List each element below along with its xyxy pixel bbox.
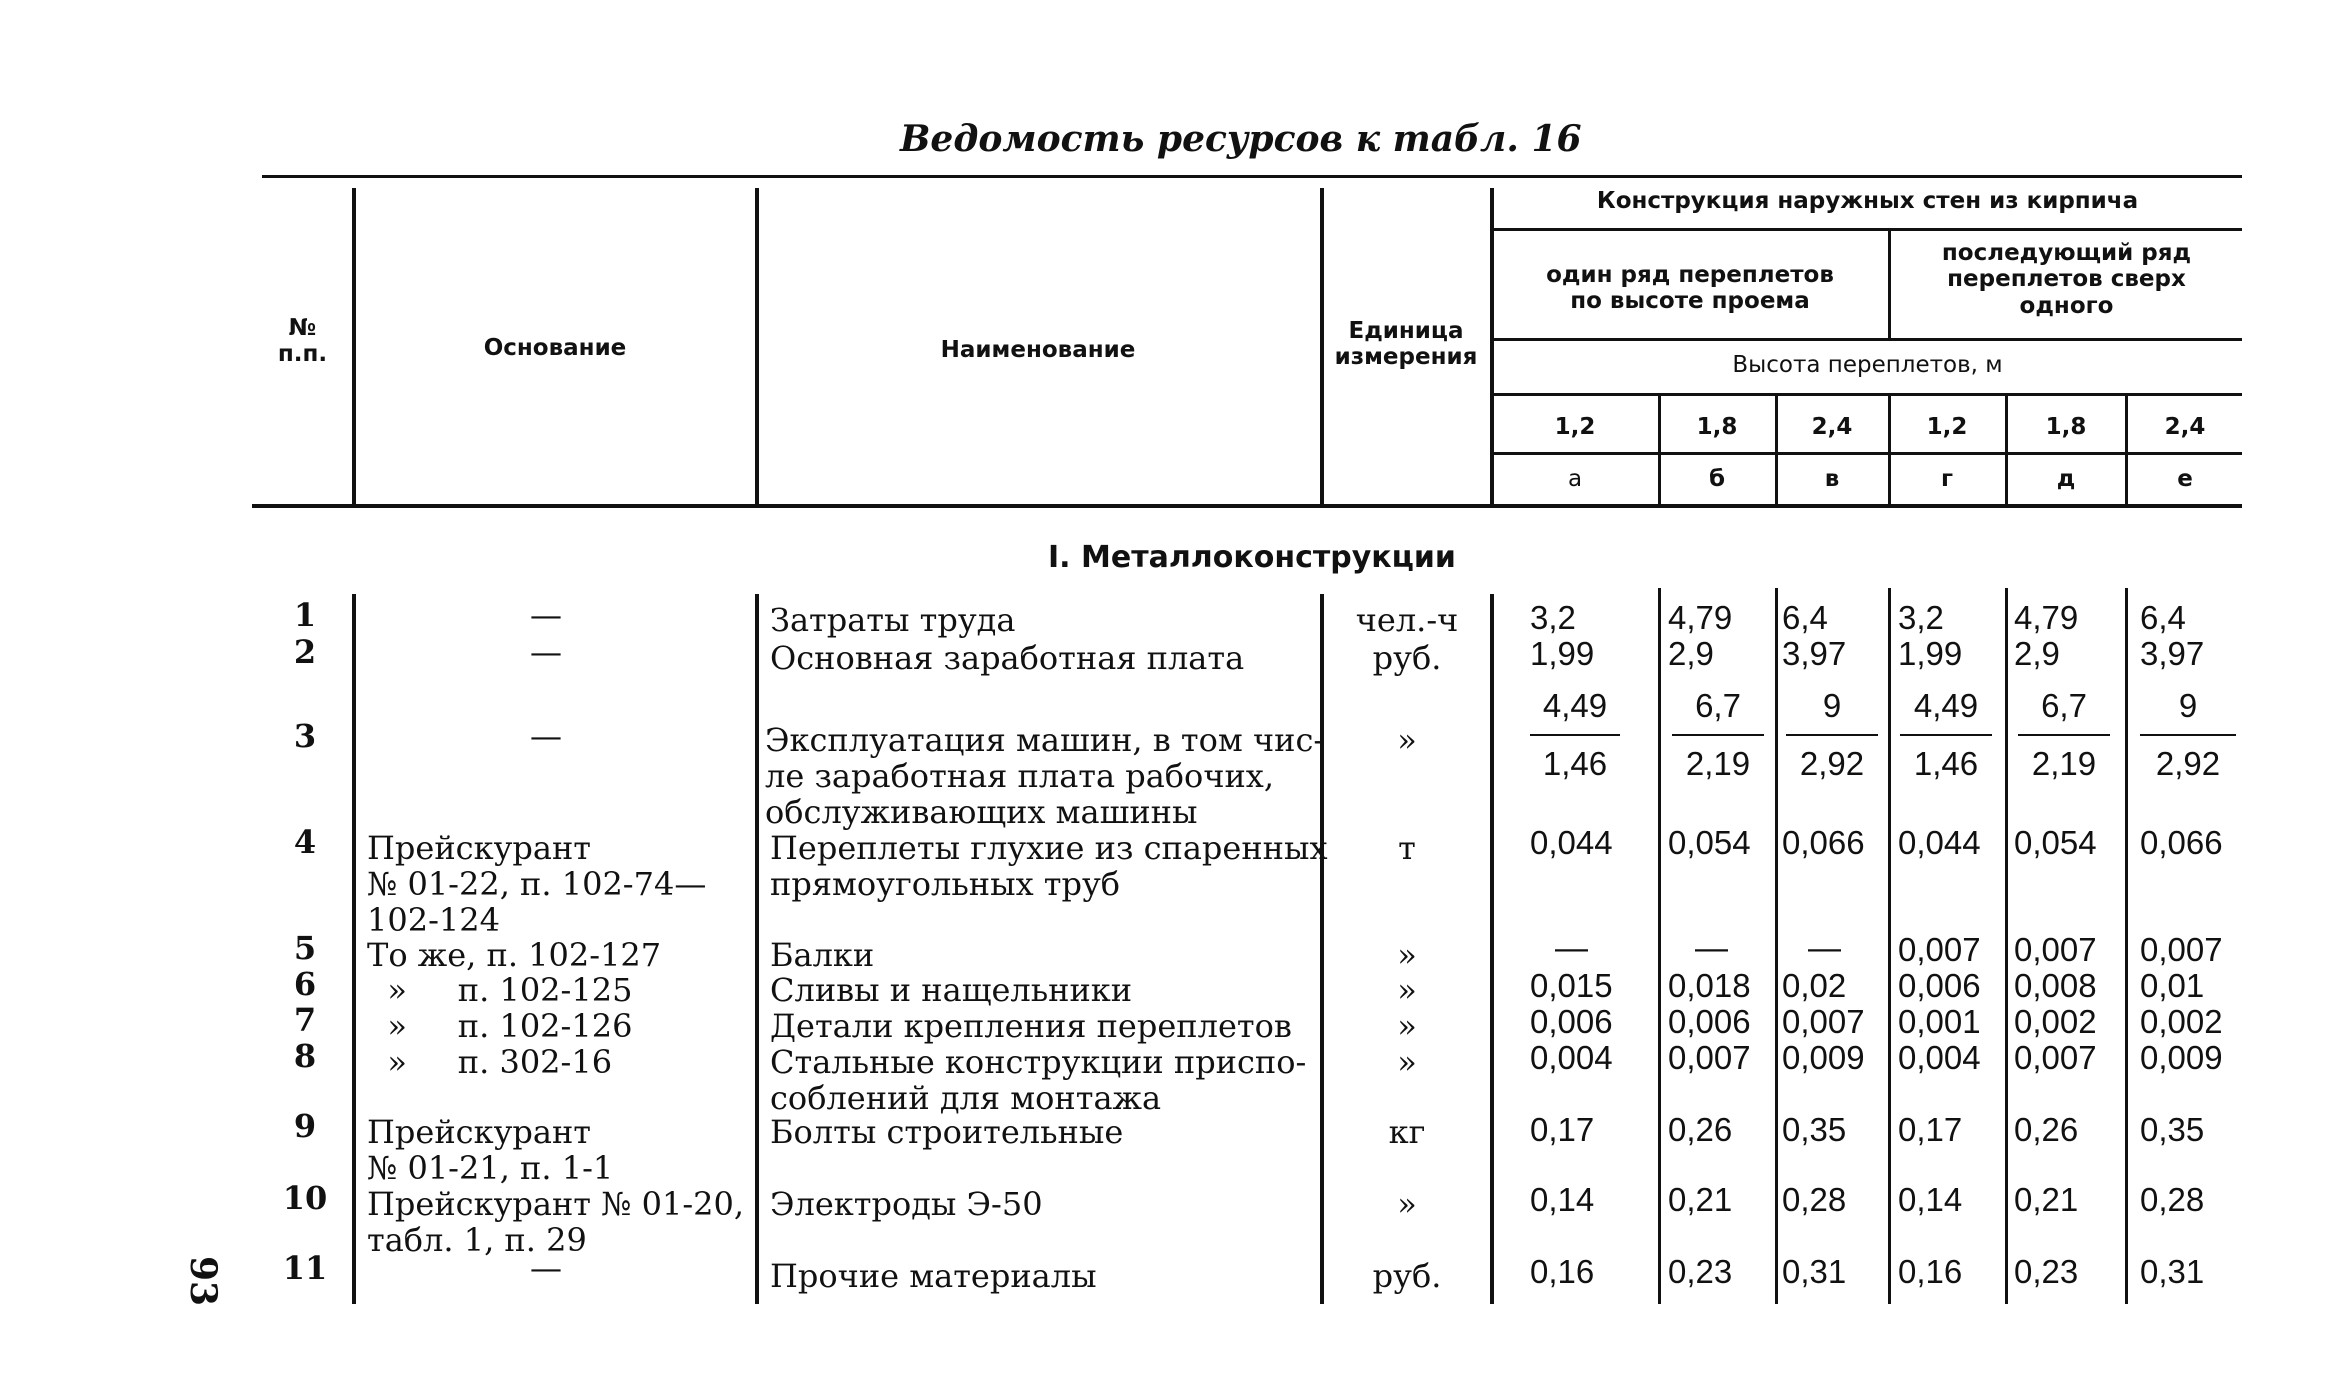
- row-value-c: 0,31: [1782, 1253, 1847, 1290]
- row-value-d: 0,044: [1898, 824, 1981, 861]
- fraction-denominator: 2,19: [1685, 745, 1751, 782]
- row-value-a: 0,16: [1530, 1253, 1595, 1290]
- fraction-denominator: 2,92: [2155, 745, 2221, 782]
- body-vline-8: [2005, 588, 2008, 1304]
- header-vline-4: [1490, 188, 1494, 506]
- header-unit: Единица измерения: [1334, 318, 1478, 371]
- header-vline-8: [1888, 396, 1891, 506]
- row-value-a: 0,14: [1530, 1181, 1595, 1218]
- header-height-c: 2,4: [1811, 414, 1853, 440]
- header-vline-2: [755, 188, 759, 506]
- row-value-a: 0,17: [1530, 1111, 1595, 1148]
- row-number: 7: [293, 1001, 317, 1039]
- row-basis: » п. 102-125: [367, 971, 633, 1009]
- row-basis: » п. 102-126: [367, 1007, 633, 1045]
- row-fraction-a: [1530, 688, 1620, 782]
- row-value-b: 0,26: [1668, 1111, 1733, 1148]
- row-value-d: 0,14: [1898, 1181, 1963, 1218]
- row-number: 9: [293, 1107, 317, 1145]
- row-name: Электроды Э-50: [770, 1185, 1043, 1223]
- row-value-c: 0,007: [1782, 1003, 1865, 1040]
- row-value-a: 0,015: [1530, 967, 1613, 1004]
- row-value-a: 1,99: [1530, 635, 1595, 672]
- fraction-numerator: 4,49: [1913, 687, 1979, 724]
- body-vline-9: [2125, 588, 2128, 1304]
- fraction-bar: [1786, 734, 1878, 736]
- row-unit: »: [1397, 1043, 1417, 1081]
- row-value-c: 6,4: [1782, 599, 1828, 636]
- fraction-denominator: 1,46: [1542, 745, 1608, 782]
- row-basis: То же, п. 102-127: [367, 936, 662, 974]
- row-value-a: —: [1555, 929, 1588, 966]
- row-value-e: 0,008: [2014, 967, 2097, 1004]
- row-value-d: 0,004: [1898, 1039, 1981, 1076]
- row-value-d: 0,007: [1898, 931, 1981, 968]
- page-number: 93: [182, 1255, 225, 1307]
- row-unit: »: [1397, 971, 1417, 1009]
- row-value-e: 0,23: [2014, 1253, 2079, 1290]
- row-value-c: —: [1808, 929, 1841, 966]
- header-height-e: 1,8: [2045, 414, 2087, 440]
- row-value-d: 0,001: [1898, 1003, 1981, 1040]
- row-basis: —: [530, 596, 562, 634]
- body-vline-5: [1658, 588, 1661, 1304]
- row-value-b: 0,006: [1668, 1003, 1751, 1040]
- letters-rule: [1490, 452, 2242, 455]
- row-number: 3: [293, 717, 317, 755]
- row-value-b: 4,79: [1668, 599, 1733, 636]
- header-vline-10: [2125, 396, 2128, 506]
- row-unit: »: [1397, 721, 1417, 759]
- row-value-a: 0,006: [1530, 1003, 1613, 1040]
- row-value-f: 0,28: [2140, 1181, 2205, 1218]
- row-basis: Прейскурант № 01-20, табл. 1, п. 29: [367, 1185, 745, 1259]
- fraction-bar: [1900, 734, 1992, 736]
- row-basis: —: [530, 633, 562, 671]
- section-heading: I. Металлоконструкции: [1048, 540, 1456, 575]
- row-unit: чел.-ч: [1355, 601, 1459, 639]
- row-value-f: 3,97: [2140, 635, 2205, 672]
- row-name: Эксплуатация машин, в том чис- ле заработная плата рабочих, обслуживающих машины: [765, 721, 1325, 831]
- header-vline-6: [1658, 396, 1661, 506]
- row-fraction-f: [2140, 688, 2236, 782]
- row-fraction-d: [1900, 688, 1992, 782]
- row-value-f: 0,31: [2140, 1253, 2205, 1290]
- row-unit: т: [1398, 829, 1416, 867]
- header-letter-f: е: [2177, 466, 2193, 492]
- row-name: Затраты труда: [770, 601, 1016, 639]
- fraction-numerator: 6,7: [1695, 687, 1741, 724]
- header-letter-a: а: [1567, 466, 1583, 492]
- fraction-bar: [1530, 734, 1620, 736]
- row-value-f: 0,01: [2140, 967, 2205, 1004]
- fraction-numerator: 4,49: [1542, 687, 1608, 724]
- fraction-bar: [1672, 734, 1764, 736]
- row-value-e: 0,007: [2014, 1039, 2097, 1076]
- row-value-d: 1,99: [1898, 635, 1963, 672]
- row-value-f: 0,002: [2140, 1003, 2223, 1040]
- table-title: Ведомость ресурсов к табл. 16: [900, 118, 1582, 160]
- row-value-a: 3,2: [1530, 599, 1576, 636]
- row-fraction-b: [1672, 688, 1764, 782]
- header-num: № п.п.: [277, 315, 328, 368]
- row-unit: кг: [1388, 1113, 1426, 1151]
- row-value-e: 2,9: [2014, 635, 2060, 672]
- group-rule: [1490, 338, 2242, 341]
- row-value-c: 0,35: [1782, 1111, 1847, 1148]
- row-value-f: 0,066: [2140, 824, 2223, 861]
- row-value-e: 0,002: [2014, 1003, 2097, 1040]
- row-value-e: 0,054: [2014, 824, 2097, 861]
- fraction-numerator: 9: [1822, 687, 1842, 724]
- row-number: 8: [293, 1037, 317, 1075]
- row-value-c: 0,009: [1782, 1039, 1865, 1076]
- row-value-f: 0,009: [2140, 1039, 2223, 1076]
- row-value-c: 0,066: [1782, 824, 1865, 861]
- row-value-b: 0,054: [1668, 824, 1751, 861]
- row-number: 10: [282, 1179, 328, 1217]
- height-rule: [1490, 393, 2242, 396]
- fraction-denominator: 1,46: [1913, 745, 1979, 782]
- header-name: Наименование: [940, 337, 1136, 363]
- header-letter-b: б: [1708, 466, 1726, 492]
- row-value-b: —: [1695, 929, 1728, 966]
- row-value-d: 0,17: [1898, 1111, 1963, 1148]
- header-construction: Конструкция наружных стен из кирпича: [1596, 188, 2139, 214]
- body-vline-2: [755, 594, 759, 1304]
- row-value-f: 0,35: [2140, 1111, 2205, 1148]
- row-value-e: 4,79: [2014, 599, 2079, 636]
- row-value-f: 0,007: [2140, 931, 2223, 968]
- row-unit: »: [1397, 1185, 1417, 1223]
- header-height-b: 1,8: [1696, 414, 1738, 440]
- row-value-b: 0,018: [1668, 967, 1751, 1004]
- row-value-e: 0,007: [2014, 931, 2097, 968]
- row-value-d: 3,2: [1898, 599, 1944, 636]
- body-vline-1: [352, 594, 356, 1304]
- row-value-d: 0,16: [1898, 1253, 1963, 1290]
- fraction-numerator: 6,7: [2041, 687, 2087, 724]
- fraction-denominator: 2,19: [2031, 745, 2097, 782]
- row-value-b: 0,21: [1668, 1181, 1733, 1218]
- header-height-f: 2,4: [2164, 414, 2206, 440]
- row-unit: руб.: [1372, 1257, 1442, 1295]
- row-name: Прочие материалы: [770, 1257, 1097, 1295]
- fraction-bar: [2140, 734, 2236, 736]
- header-letter-d: г: [1940, 466, 1954, 492]
- row-value-e: 0,21: [2014, 1181, 2079, 1218]
- row-value-b: 2,9: [1668, 635, 1714, 672]
- header-height-a: 1,2: [1554, 414, 1596, 440]
- header-letter-e: д: [2056, 466, 2076, 492]
- row-value-b: 0,007: [1668, 1039, 1751, 1076]
- row-value-c: 0,02: [1782, 967, 1847, 1004]
- row-unit: »: [1397, 936, 1417, 974]
- header-letter-c: в: [1824, 466, 1840, 492]
- row-number: 6: [293, 965, 317, 1003]
- header-basis: Основание: [483, 335, 627, 361]
- row-basis: —: [530, 1249, 562, 1287]
- row-value-f: 6,4: [2140, 599, 2186, 636]
- header-group2: последующий ряд переплетов сверх одного: [1941, 240, 2192, 319]
- row-basis: » п. 302-16: [367, 1043, 613, 1081]
- construction-rule: [1490, 228, 2242, 231]
- row-unit: руб.: [1372, 639, 1442, 677]
- row-name: Детали крепления переплетов: [770, 1007, 1292, 1045]
- row-unit: »: [1397, 1007, 1417, 1045]
- body-vline-6: [1775, 588, 1778, 1304]
- row-fraction-e: [2018, 688, 2110, 782]
- header-vline-9: [2005, 396, 2008, 506]
- header-vline-5: [1888, 231, 1891, 338]
- row-basis: —: [530, 717, 562, 755]
- fraction-numerator: 9: [2178, 687, 2198, 724]
- row-value-e: 0,26: [2014, 1111, 2079, 1148]
- header-group1: один ряд переплетов по высоте проема: [1546, 262, 1834, 315]
- row-value-a: 0,044: [1530, 824, 1613, 861]
- row-value-b: 0,23: [1668, 1253, 1733, 1290]
- row-value-a: 0,004: [1530, 1039, 1613, 1076]
- row-value-d: 0,006: [1898, 967, 1981, 1004]
- top-rule: [262, 175, 2242, 178]
- header-vline-3: [1320, 188, 1324, 506]
- row-name: Болты строительные: [770, 1113, 1124, 1151]
- row-name: Балки: [770, 936, 875, 974]
- header-vline-7: [1775, 396, 1778, 506]
- body-vline-7: [1888, 588, 1891, 1304]
- row-number: 5: [293, 929, 317, 967]
- row-value-c: 0,28: [1782, 1181, 1847, 1218]
- row-number: 2: [293, 633, 317, 671]
- header-vline-1: [352, 188, 356, 506]
- row-name: Стальные конструкции приспо- соблений для монтажа: [770, 1043, 1307, 1117]
- header-height: Высота переплетов, м: [1732, 352, 2003, 378]
- header-bottom-rule: [252, 504, 2242, 508]
- row-value-c: 3,97: [1782, 635, 1847, 672]
- row-name: Основная заработная плата: [770, 639, 1245, 677]
- row-number: 11: [282, 1249, 328, 1287]
- row-number: 4: [293, 823, 317, 861]
- header-height-d: 1,2: [1926, 414, 1968, 440]
- row-name: Переплеты глухие из спаренных прямоугольных труб: [770, 829, 1328, 903]
- row-number: 1: [293, 596, 317, 634]
- row-fraction-c: [1786, 688, 1878, 782]
- row-name: Сливы и нащельники: [770, 971, 1133, 1009]
- row-basis: Прейскурант № 01-21, п. 1-1: [367, 1113, 614, 1187]
- row-basis: Прейскурант № 01-22, п. 102-74— 102-124: [367, 829, 707, 939]
- fraction-bar: [2018, 734, 2110, 736]
- fraction-denominator: 2,92: [1799, 745, 1865, 782]
